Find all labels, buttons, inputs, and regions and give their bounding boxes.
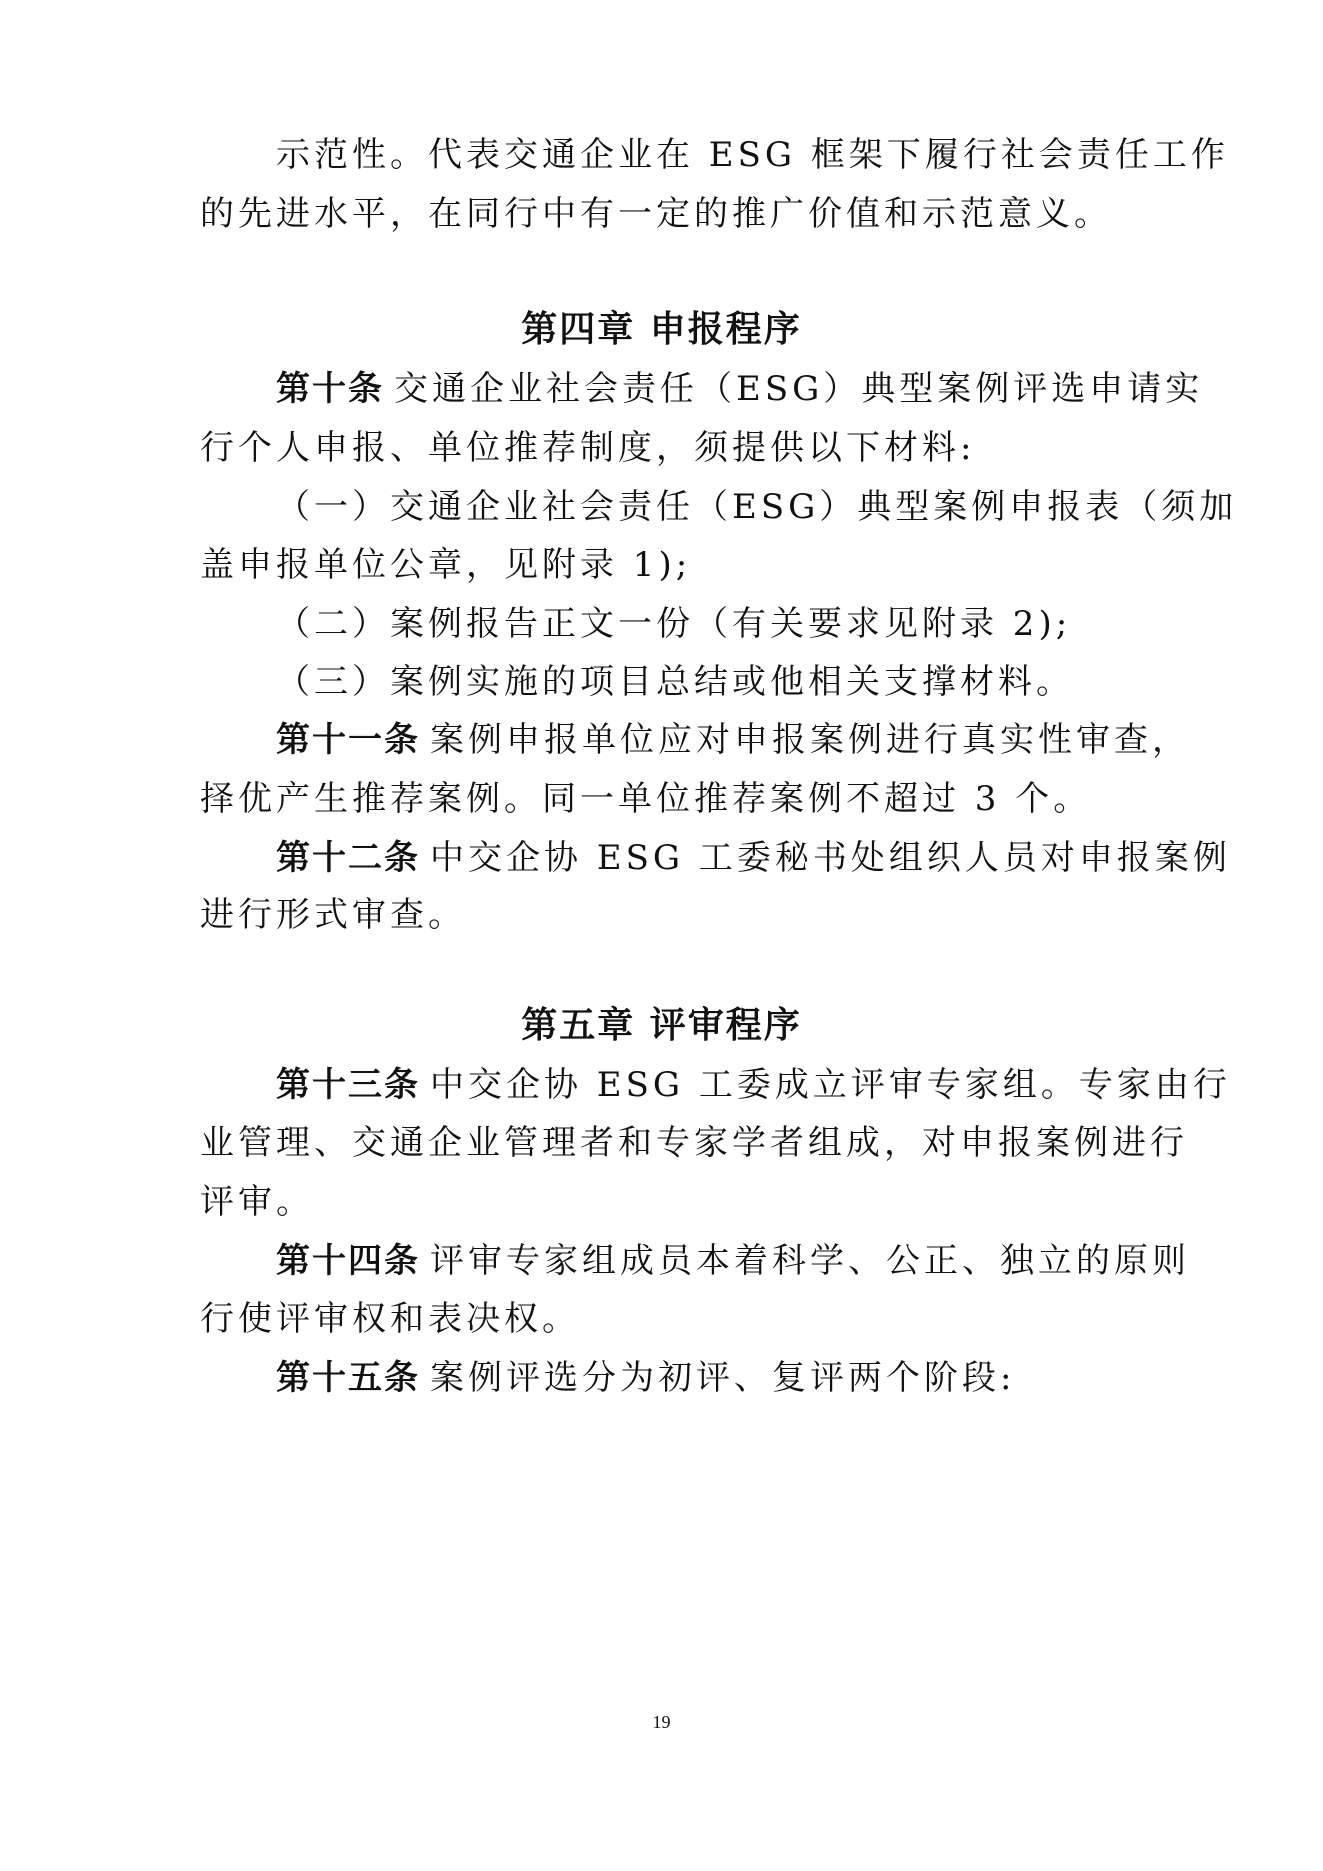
article-10-line-1 [276, 367, 1204, 411]
article-13-text-1: 中交企协 ESG 工委成立评审专家组。专家由行 [430, 1065, 1231, 1105]
item-1-line-1: （一）交通企业社会责任（ESG）典型案例申报表（须加 [276, 487, 1238, 527]
article-14-line-1 [276, 1239, 1190, 1283]
item-3-line: （三）案例实施的项目总结或他相关支撑材料。 [276, 662, 1074, 702]
article-11-label: 第十一条 [276, 720, 420, 760]
article-11-line-2: 择优产生推荐案例。同一单位推荐案例不超过 3 个。 [200, 779, 1092, 819]
article-13-line-1 [276, 1063, 1231, 1107]
chapter-5-heading: 第五章 评审程序 [521, 1005, 802, 1046]
article-15-text-1: 案例评选分为初评、复评两个阶段: [430, 1358, 1016, 1398]
article-13-line-2: 业管理、交通企业管理者和专家学者组成，对申报案例进行 [200, 1123, 1188, 1163]
article-11-line-1 [276, 718, 1190, 762]
article-14-label: 第十四条 [276, 1241, 420, 1281]
article-13-line-3: 评审。 [200, 1182, 314, 1222]
article-15-label: 第十五条 [276, 1358, 420, 1398]
item-2-line: （二）案例报告正文一份（有关要求见附录 2); [276, 604, 1072, 644]
article-12-line-1 [276, 836, 1231, 880]
page-number: 19 [652, 1712, 671, 1732]
article-11-text-1: 案例申报单位应对申报案例进行真实性审查， [430, 720, 1190, 760]
article-14-text-1: 评审专家组成员本着科学、公正、独立的原则 [430, 1241, 1190, 1281]
article-12-text-1: 中交企协 ESG 工委秘书处组织人员对申报案例 [430, 838, 1231, 878]
intro-line-1: 示范性。代表交通企业在 ESG 框架下履行社会责任工作 [276, 135, 1229, 175]
article-10-line-2: 行个人申报、单位推荐制度，须提供以下材料: [200, 428, 976, 468]
item-1-line-2: 盖申报单位公章，见附录 1); [200, 545, 692, 585]
article-14-line-2: 行使评审权和表决权。 [200, 1299, 580, 1339]
intro-line-2: 的先进水平，在同行中有一定的推广价值和示范意义。 [200, 194, 1112, 234]
article-12-label: 第十二条 [276, 838, 420, 878]
article-12-line-2: 进行形式审查。 [200, 895, 466, 935]
article-10-text-1: 交通企业社会责任（ESG）典型案例评选申请实 [394, 369, 1204, 409]
article-10-label: 第十条 [276, 369, 384, 409]
article-13-label: 第十三条 [276, 1065, 420, 1105]
article-15-line-1 [276, 1356, 1140, 1400]
chapter-4-heading: 第四章 申报程序 [521, 309, 802, 350]
